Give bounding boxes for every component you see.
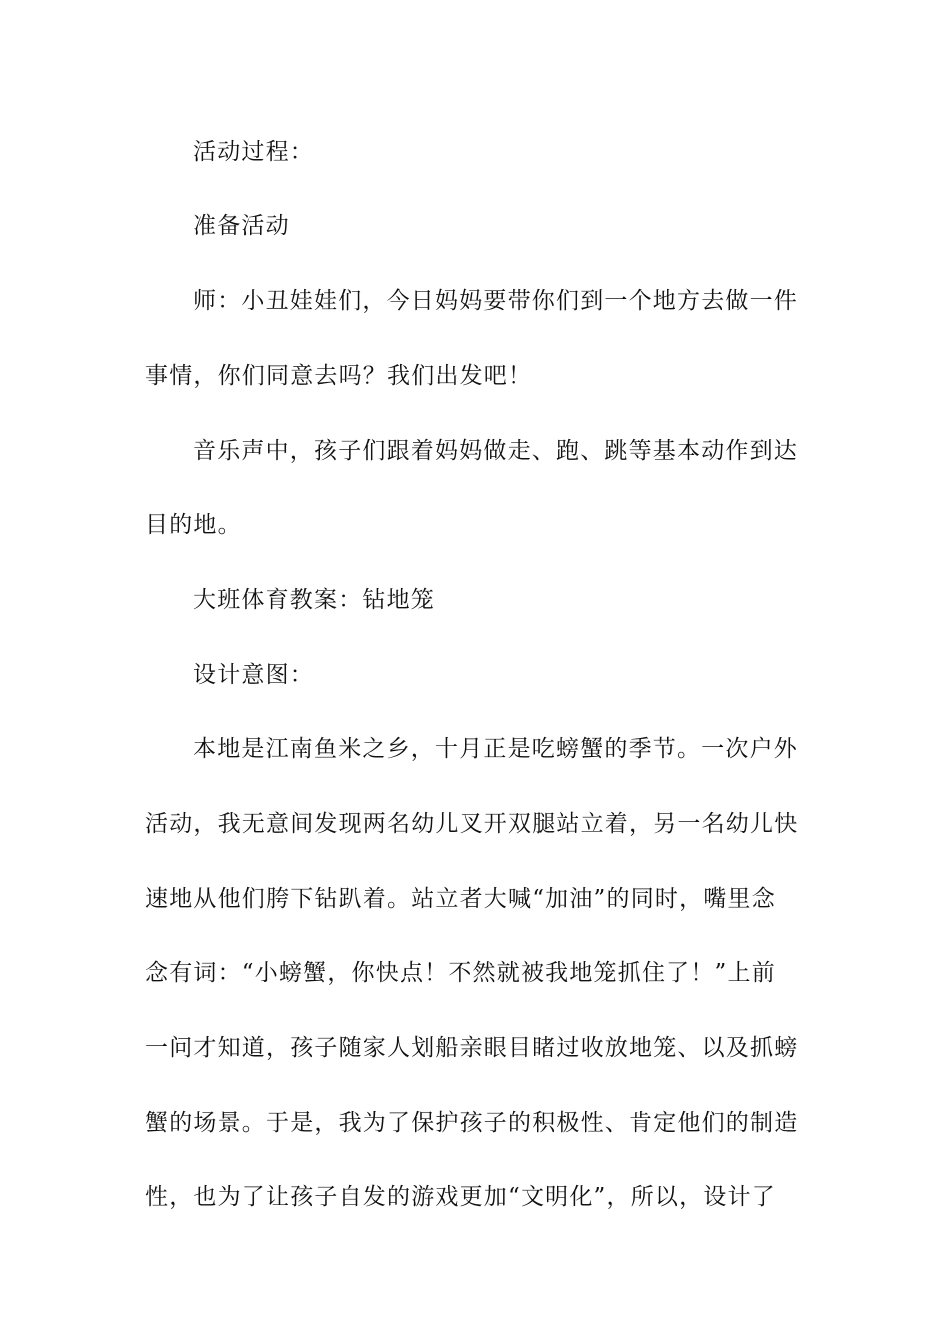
- section-heading-activity-process: 活动过程：: [193, 139, 314, 165]
- section-heading-lesson-title: 大班体育教案：钻地笼: [193, 587, 435, 613]
- paragraph-line: 念有词：“小螃蟹，你快点！不然就被我地笼抓住了！”上前: [145, 960, 776, 986]
- paragraph-line: 本地是江南鱼米之乡，十月正是吃螃蟹的季节。一次户外: [193, 736, 798, 762]
- paragraph-line: 事情，你们同意去吗？我们出发吧！: [145, 363, 533, 389]
- paragraph-line: 一问才知道，孩子随家人划船亲眼目睹过收放地笼、以及抓螃: [145, 1035, 799, 1061]
- section-heading-design-intent: 设计意图：: [193, 662, 314, 688]
- paragraph-line: 活动，我无意间发现两名幼儿叉开双腿站立着，另一名幼儿快: [145, 811, 799, 837]
- paragraph-line: 性，也为了让孩子自发的游戏更加“文明化”，所以，设计了: [145, 1184, 776, 1210]
- paragraph-line: 速地从他们胯下钻趴着。站立者大喊“加油”的同时，嘴里念: [145, 886, 776, 912]
- paragraph-line: 蟹的场景。于是，我为了保护孩子的积极性、肯定他们的制造: [145, 1110, 799, 1136]
- section-heading-preparation: 准备活动: [193, 213, 290, 239]
- paragraph-line: 目的地。: [145, 512, 242, 538]
- paragraph-line: 音乐声中，孩子们跟着妈妈做走、跑、跳等基本动作到达: [193, 438, 798, 464]
- paragraph-line: 师：小丑娃娃们，今日妈妈要带你们到一个地方去做一件: [193, 288, 798, 314]
